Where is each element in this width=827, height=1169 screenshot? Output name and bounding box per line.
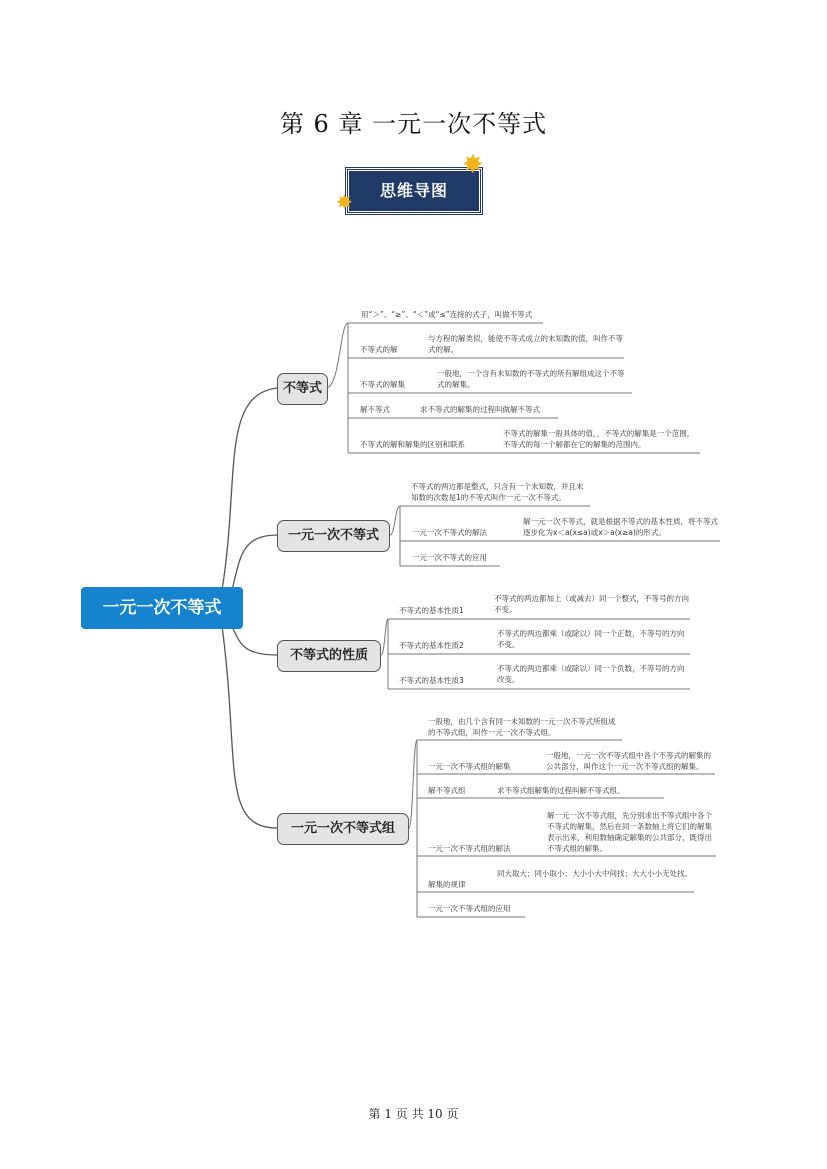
leaf-label: 一元一次不等式的应用 (412, 553, 487, 562)
leaf-text: 一般地，一元一次不等式组中各个不等式的解集的公共部分，叫作这个一元一次不等式组的解集。 (546, 751, 711, 771)
leaf-label: 不等式的解集 (360, 380, 405, 389)
star-icon: ✸ (462, 150, 484, 180)
leaf-text: 求不等式的解集的过程叫做解不等式 (420, 405, 540, 414)
linear-inequality-definition: 不等式的两边都是整式，只含有一个未知数，并且未知数的次数是1的不等式叫作一元一次不等式。 (411, 482, 584, 502)
star-icon: ✸ (336, 190, 353, 214)
leaf-label: 不等式的解 (360, 345, 398, 354)
leaf-label: 解不等式 (360, 405, 390, 414)
leaf-text: 不等式的解集一般具体的值，，不等式的解集是一个范围，不等式的每一个解都在它的解集的范围内。 (503, 429, 695, 449)
leaf-text: 不等式的两边都乘（或除以）同一个负数，不等号的方向改变。 (497, 664, 685, 684)
inequality-definition: 用“＞”、“≥”、“＜”或“≤”连接的式子，叫做不等式 (361, 310, 533, 319)
page-title: 第 6 章 一元一次不等式 (279, 110, 548, 138)
leaf-label: 不等式的基本性质3 (399, 676, 464, 685)
leaf-text: 不等式的两边都加上（或减去）同一个整式，不等号的方向不变。 (494, 594, 689, 614)
leaf-text: 解一元一次不等式，就是根据不等式的基本性质，将不等式逐步化为x＜a(x≤a)或x＞a(x≥a)的形式。 (523, 517, 718, 537)
leaf-label: 一元一次不等式组的解集 (428, 762, 511, 771)
leaf-text: 解一元一次不等式组，先分别求出不等式组中各个不等式的解集，然后在同一条数轴上将它们的解集表示出来，利用数轴确定解集的公共部分，既得出不等式组的解集。 (547, 811, 712, 853)
leaf-label: 解集的规律 (428, 880, 466, 889)
mindmap-badge: 思维导图 (346, 168, 482, 214)
leaf-text: 求不等式组解集的过程叫解不等式组。 (497, 786, 625, 795)
leaf-text: 与方程的解类似，能使不等式成立的未知数的值，叫作不等式的解。 (428, 334, 623, 354)
leaf-label: 不等式的解和解集的区别和联系 (360, 440, 465, 449)
branch-linear-inequality: 一元一次不等式 (277, 520, 390, 552)
branch-inequality-system: 一元一次不等式组 (277, 813, 409, 845)
leaf-text: 一般地，一个含有未知数的不等式的所有解组成这个不等式的解集。 (437, 369, 625, 389)
leaf-label: 不等式的基本性质2 (399, 641, 464, 650)
branch-inequality-properties: 不等式的性质 (277, 640, 381, 672)
leaf-label: 不等式的基本性质1 (399, 606, 464, 615)
leaf-label: 一元一次不等式组的应用 (428, 904, 511, 913)
inequality-system-definition: 一般地，由几个含有同一未知数的一元一次不等式所组成的不等式组，叫作一元一次不等式组。 (428, 717, 616, 737)
leaf-text: 同大取大；同小取小；大小小大中间找；大大小小无处找。 (497, 869, 692, 878)
root-topic: 一元一次不等式 (81, 587, 243, 629)
leaf-label: 一元一次不等式组的解法 (428, 844, 511, 853)
leaf-label: 一元一次不等式的解法 (412, 528, 487, 537)
branch-inequality: 不等式 (277, 373, 328, 405)
leaf-label: 解不等式组 (428, 786, 466, 795)
leaf-text: 不等式的两边都乘（或除以）同一个正数，不等号的方向不变。 (497, 629, 685, 649)
page-footer: 第 1 页 共 10 页 (368, 1107, 459, 1121)
